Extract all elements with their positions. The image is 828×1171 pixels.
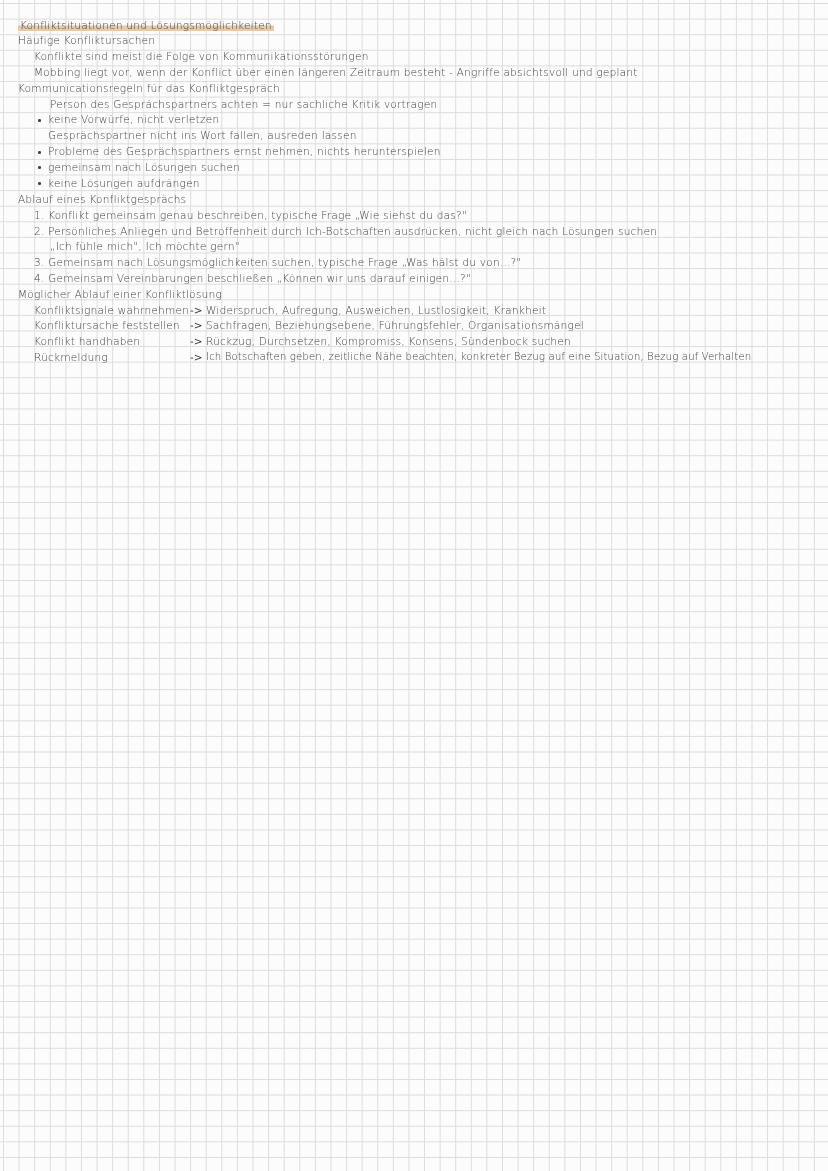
rules-line-4: Probleme des Gesprächspartners ernst nehmen, nichts herunterspielen bbox=[48, 146, 441, 158]
process-line-2b: „Ich fühle mich", Ich möchte gern" bbox=[50, 241, 240, 253]
solution-detail-2: Sachfragen, Beziehungsebene, Führungsfehler, Organisationsmängel bbox=[206, 320, 584, 332]
solution-step-2: Konfliktursache feststellen bbox=[34, 320, 180, 332]
rules-line-1: Person des Gesprächspartners achten = nur sachliche Kritik vortragen bbox=[50, 99, 438, 111]
solution-step-4: Rückmeldung bbox=[34, 352, 108, 364]
causes-line-2: Mobbing liegt vor, wenn der Konflict über einen längeren Zeitraum besteht - Angriffe absichtsvoll und geplant bbox=[34, 67, 638, 79]
rules-heading: Kommunicationsregeln für das Konfliktgespräch bbox=[18, 83, 280, 95]
solution-step-1: Konfliktsignale wahrnehmen bbox=[34, 305, 190, 317]
rules-line-3: Gesprächspartner nicht ins Wort fallen, ausreden lassen bbox=[48, 130, 357, 142]
process-line-2: 2. Persönliches Anliegen und Betroffenheit durch Ich-Botschaften ausdrücken, nicht gleich nach Lösungen suchen bbox=[34, 226, 658, 238]
solution-detail-4: Ich Botschaften geben, zeitliche Nähe beachten, konkreter Bezug auf eine Situation, Bezug auf Verhalten bbox=[206, 352, 752, 363]
arrow-icon: -> bbox=[190, 320, 203, 332]
process-line-1: 1. Konflikt gemeinsam genau beschreiben, typische Frage „Wie siehst du das?" bbox=[34, 210, 467, 222]
bullet-dot bbox=[38, 151, 41, 154]
solution-heading: Möglicher Ablauf einer Konfliktlösung bbox=[18, 289, 223, 301]
process-line-3: 3. Gemeinsam nach Lösungsmöglichkeiten suchen, typische Frage „Was hälst du von...?" bbox=[34, 257, 522, 269]
process-heading: Ablauf eines Konfliktgesprächs bbox=[18, 194, 187, 206]
bullet-dot bbox=[38, 166, 41, 169]
arrow-icon: -> bbox=[190, 305, 203, 317]
arrow-icon: -> bbox=[190, 352, 203, 364]
process-line-4: 4. Gemeinsam Vereinbarungen beschließen „Können wir uns darauf einigen...?" bbox=[34, 273, 471, 285]
arrow-icon: -> bbox=[190, 336, 203, 348]
rules-line-6: keine Lösungen aufdrängen bbox=[48, 178, 200, 190]
rules-line-5: gemeinsam nach Lösungen suchen bbox=[48, 162, 241, 174]
rules-line-2: keine Vorwürfe, nicht verletzen bbox=[48, 114, 220, 126]
bullet-dot bbox=[38, 119, 41, 122]
page-title: Konfliktsituationen und Lösungsmöglichkeiten bbox=[20, 20, 272, 32]
solution-detail-1: Widerspruch, Aufregung, Ausweichen, Lustlosigkeit, Krankheit bbox=[206, 305, 547, 317]
bullet-dot bbox=[38, 182, 41, 185]
solution-step-3: Konflikt handhaben bbox=[34, 336, 141, 348]
causes-line-1: Konflikte sind meist die Folge von Kommunikationsstörungen bbox=[34, 51, 369, 63]
solution-detail-3: Rückzug, Durchsetzen, Kompromiss, Konsens, Sündenbock suchen bbox=[206, 336, 571, 348]
causes-heading: Häufige Konfliktursachen bbox=[18, 35, 156, 47]
